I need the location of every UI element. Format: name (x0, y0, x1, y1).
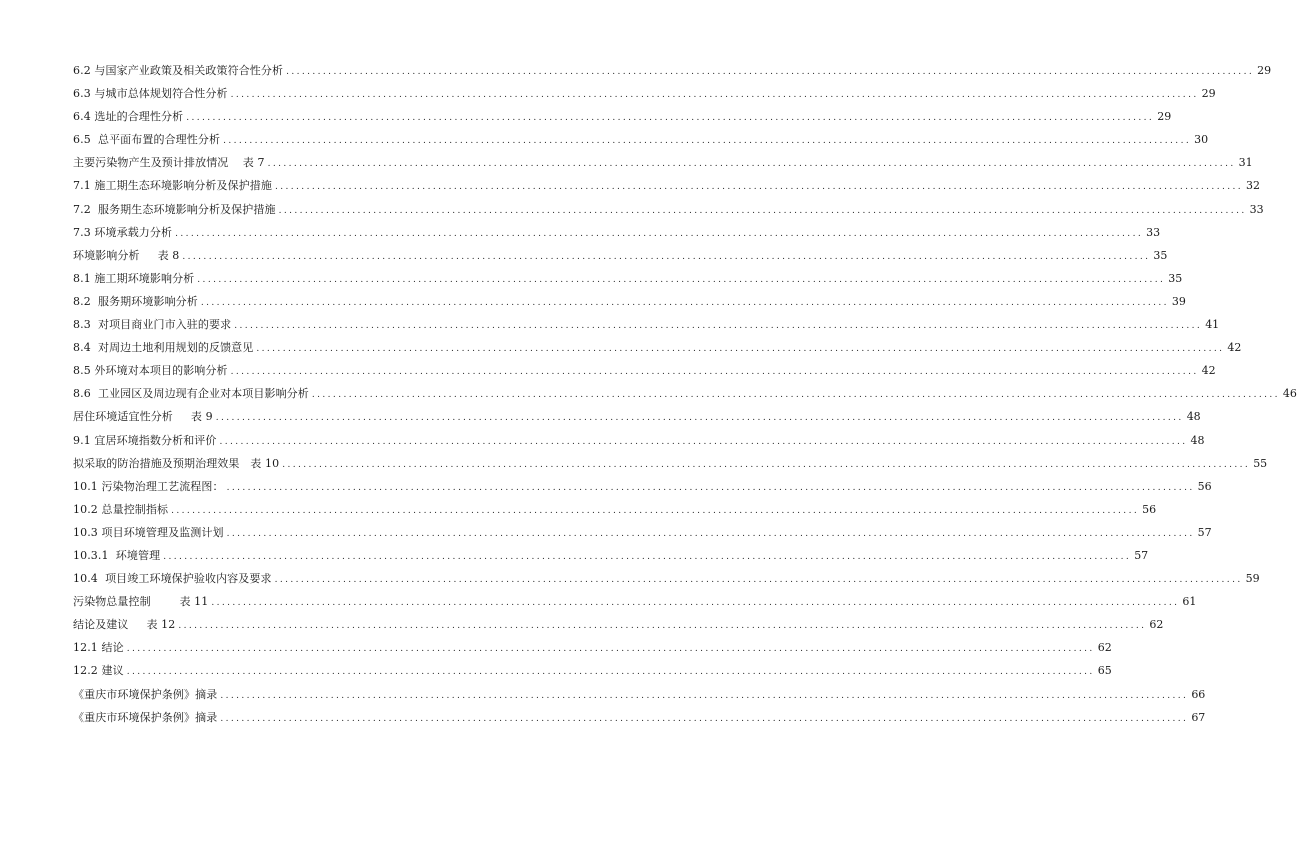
toc-entry[interactable] (73, 706, 1206, 729)
toc-dot-leader: ........................................................................................................................................................................................ (163, 551, 1132, 562)
toc-entry-title: 6.3 与城市总体规划符合性分析 (73, 87, 228, 101)
toc-page-number: 32 (1246, 179, 1260, 193)
toc-entry[interactable] (73, 313, 1220, 336)
toc-dot-leader: ........................................................................................................................................................................................ (223, 136, 1192, 147)
toc-entry-title: 《重庆市环境保护条例》摘录 (73, 710, 218, 724)
toc-entry[interactable] (73, 290, 1186, 313)
toc-entry[interactable] (73, 544, 1149, 567)
toc-entry[interactable] (73, 105, 1172, 128)
toc-entry[interactable] (73, 336, 1242, 359)
toc-entry-title: 8.3 对项目商业门市入驻的要求 (73, 318, 232, 332)
toc-dot-leader: ........................................................................................................................................................................................ (278, 205, 1247, 216)
toc-entry[interactable] (73, 82, 1216, 105)
toc-dot-leader: ........................................................................................................................................................................................ (282, 459, 1251, 470)
toc-entry[interactable] (73, 567, 1260, 590)
toc-dot-leader: ........................................................................................................................................................................................ (215, 413, 1184, 424)
toc-page-number: 39 (1171, 294, 1186, 308)
table-of-contents (73, 59, 1297, 729)
toc-dot-leader: ........................................................................................................................................................................................ (311, 390, 1280, 401)
toc-entry-title: 主要污染物产生及预计排放情况 表 7 (73, 156, 265, 170)
toc-entry[interactable] (73, 429, 1205, 452)
toc-page-number: 67 (1191, 710, 1206, 724)
toc-entry-title: 10.3 项目环境管理及监测计划 (73, 525, 224, 539)
toc-entry-title: 拟采取的防治措施及预期治理效果 表 10 (73, 456, 280, 470)
toc-dot-leader: ........................................................................................................................................................................................ (267, 159, 1236, 170)
toc-dot-leader: ........................................................................................................................................................................................ (211, 598, 1180, 609)
toc-entry[interactable] (73, 151, 1253, 174)
toc-page-number: 62 (1097, 641, 1112, 655)
toc-page-number: 56 (1142, 502, 1157, 516)
toc-page-number: 61 (1182, 595, 1197, 609)
toc-entry[interactable] (73, 405, 1201, 428)
toc-page-number: 41 (1205, 318, 1220, 332)
toc-entry[interactable] (73, 452, 1268, 475)
toc-page-number: 29 (1157, 110, 1172, 124)
toc-entry-title: 居住环境适宜性分析 表 9 (73, 410, 213, 424)
toc-entry-title: 7.2 服务期生态环境影响分析及保护措施 (73, 202, 276, 216)
toc-entry-title: 6.2 与国家产业政策及相关政策符合性分析 (73, 64, 284, 77)
toc-dot-leader: ........................................................................................................................................................................................ (197, 274, 1166, 285)
toc-page-number: 42 (1201, 364, 1216, 378)
toc-page-number: 57 (1134, 548, 1149, 562)
toc-page-number: 48 (1190, 433, 1205, 447)
toc-page-number: 48 (1186, 410, 1201, 424)
toc-entry[interactable] (73, 590, 1197, 613)
toc-entry[interactable] (73, 636, 1112, 659)
toc-entry-title: 12.2 建议 (73, 664, 124, 678)
toc-dot-leader: ........................................................................................................................................................................................ (200, 297, 1169, 308)
toc-page-number: 59 (1245, 572, 1260, 586)
toc-dot-leader: ........................................................................................................................................................................................ (126, 644, 1095, 655)
toc-entry[interactable] (73, 221, 1161, 244)
toc-entry[interactable] (73, 59, 1272, 82)
toc-entry[interactable] (73, 174, 1260, 197)
toc-page-number: 29 (1257, 64, 1272, 77)
toc-entry[interactable] (73, 382, 1297, 405)
toc-entry[interactable] (73, 475, 1212, 498)
toc-entry-title: 10.4 项目竣工环境保护验收内容及要求 (73, 572, 272, 586)
toc-entry-title: 7.1 施工期生态环境影响分析及保护措施 (73, 179, 272, 193)
toc-dot-leader: ........................................................................................................................................................................................ (256, 344, 1225, 355)
toc-entry-title: 《重庆市环境保护条例》摘录 (73, 687, 218, 701)
toc-dot-leader: ........................................................................................................................................................................................ (178, 621, 1147, 632)
toc-page-number: 31 (1238, 156, 1253, 170)
toc-page-number: 33 (1146, 225, 1161, 239)
toc-dot-leader: ........................................................................................................................................................................................ (219, 436, 1188, 447)
toc-entry-title: 8.2 服务期环境影响分析 (73, 294, 198, 308)
toc-entry[interactable] (73, 128, 1209, 151)
toc-page-number: 33 (1249, 202, 1264, 216)
toc-dot-leader: ........................................................................................................................................................................................ (230, 90, 1199, 101)
toc-entry-title: 7.3 环境承载力分析 (73, 225, 173, 239)
toc-page-number: 57 (1197, 525, 1212, 539)
toc-entry-title: 8.1 施工期环境影响分析 (73, 271, 195, 285)
toc-entry-title: 9.1 宜居环境指数分析和评价 (73, 433, 217, 447)
toc-dot-leader: ........................................................................................................................................................................................ (186, 113, 1155, 124)
toc-entry[interactable] (73, 198, 1264, 221)
toc-entry[interactable] (73, 244, 1168, 267)
toc-entry-title: 结论及建议 表 12 (73, 618, 176, 632)
toc-entry-title: 10.2 总量控制指标 (73, 502, 169, 516)
toc-entry[interactable] (73, 498, 1157, 521)
toc-page-number: 46 (1282, 387, 1297, 401)
toc-entry[interactable] (73, 613, 1164, 636)
toc-page-number: 56 (1197, 479, 1212, 493)
toc-dot-leader: ........................................................................................................................................................................................ (274, 575, 1243, 586)
toc-entry[interactable] (73, 267, 1183, 290)
toc-dot-leader: ........................................................................................................................................................................................ (234, 321, 1203, 332)
toc-entry[interactable] (73, 521, 1212, 544)
toc-page-number: 35 (1168, 271, 1183, 285)
toc-entry-title: 8.5 外环境对本项目的影响分析 (73, 364, 228, 378)
toc-dot-leader: ........................................................................................................................................................................................ (275, 182, 1243, 193)
toc-page-number: 30 (1194, 133, 1209, 147)
toc-entry-title: 6.5 总平面布置的合理性分析 (73, 133, 221, 147)
toc-dot-leader: ........................................................................................................................................................................................ (230, 367, 1199, 378)
toc-page-number: 29 (1201, 87, 1216, 101)
toc-entry-title: 污染物总量控制 表 11 (73, 595, 209, 609)
toc-page-number: 66 (1191, 687, 1206, 701)
toc-dot-leader: ........................................................................................................................................................................................ (226, 528, 1195, 539)
toc-page-number: 55 (1253, 456, 1268, 470)
toc-dot-leader: ........................................................................................................................................................................................ (126, 667, 1095, 678)
toc-entry-title: 12.1 结论 (73, 641, 124, 655)
toc-entry-title: 10.3.1 环境管理 (73, 548, 161, 562)
toc-entry-title: 6.4 选址的合理性分析 (73, 110, 184, 124)
toc-page-number: 42 (1227, 341, 1242, 355)
toc-page-number: 65 (1097, 664, 1112, 678)
toc-entry[interactable] (73, 659, 1112, 682)
toc-dot-leader: ........................................................................................................................................................................................ (286, 67, 1255, 77)
toc-dot-leader: ........................................................................................................................................................................................ (182, 251, 1151, 262)
toc-dot-leader: ........................................................................................................................................................................................ (226, 482, 1195, 493)
toc-dot-leader: ........................................................................................................................................................................................ (220, 690, 1189, 701)
toc-dot-leader: ........................................................................................................................................................................................ (175, 228, 1144, 239)
toc-dot-leader: ........................................................................................................................................................................................ (171, 505, 1140, 516)
toc-page-number: 35 (1153, 248, 1168, 262)
toc-dot-leader: ........................................................................................................................................................................................ (220, 713, 1189, 724)
toc-entry[interactable] (73, 359, 1216, 382)
toc-entry-title: 8.6 工业园区及周边现有企业对本项目影响分析 (73, 387, 309, 401)
toc-entry-title: 8.4 对周边土地利用规划的反馈意见 (73, 341, 254, 355)
toc-entry[interactable] (73, 683, 1206, 706)
toc-page-number: 62 (1149, 618, 1164, 632)
toc-entry-title: 10.1 污染物治理工艺流程图： (73, 479, 224, 493)
toc-entry-title: 环境影响分析 表 8 (73, 248, 180, 262)
